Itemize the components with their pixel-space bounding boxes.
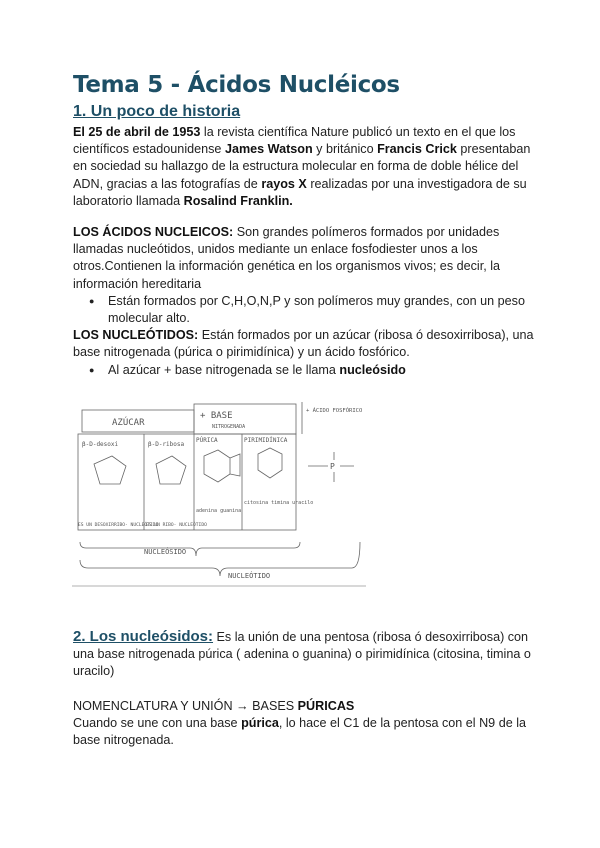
union-bold: púrica [241,716,279,731]
svg-text:P: P [330,462,335,471]
acido-label: + ÁCIDO FOSFÓRICO [306,408,363,414]
history-text-4: realizadas por una investigadora de su laboratorio llamada [73,176,527,208]
pyrimidine-ring [258,448,282,478]
nucleotide-sketch [72,392,366,588]
nucleosidos-paragraph [73,628,543,681]
azucar-label: AZÚCAR [112,418,145,428]
history-text-2: y británico [312,142,378,157]
section-2-heading: 2. Los nucleósidos: [73,628,214,645]
union-text-2: , lo hace el C1 de la pentosa con el N9 de la base nitrogenada. [73,716,526,748]
desoxi-label: β-D-desoxi [82,441,119,448]
acidos-block [73,224,543,379]
base-sub-label: NITROGENADA [212,424,246,430]
purica-label: PÚRICA [196,437,218,444]
note-desoxirribonucleotido: ES UN DESOXIRRIBO- NUCLEÓTIDO [78,523,159,528]
note-ribonucleotido: ES UN RIBO- NUCLEÓTIDO [146,523,207,528]
acidos-bullets [73,293,543,327]
nucleotidos-lead: LOS NUCLEÓTIDOS: [73,328,199,343]
nucleotidos-bullets [73,362,543,379]
ribosa-label: β-D-ribosa [148,441,185,448]
acidos-text: Son grandes polímeros formados por unidades llamadas nucleótidos, unidos mediante un enlace fosfodiester unos a los otros.Contienen la información genética en los organismos vivos; es decir, la información hereditaria [73,225,501,291]
nomenclatura-bold: PÚRICAS [297,699,355,713]
page-title: Tema 5 - Ácidos Nucléicos [73,72,400,98]
bases-pirimidinicas-label: citosina timina uracilo [244,500,314,506]
nucleosido-text: Al azúcar + base nitrogenada se le llama [108,362,340,377]
nucleosido-bracket [80,542,300,556]
nomenclatura-line [73,698,543,715]
union-text-1: Cuando se une con una base [73,716,242,731]
nucleotido-bracket [80,542,360,576]
list-item [73,362,543,379]
union-paragraph [73,715,543,749]
nucleosido-label: NUCLEÓSIDO [144,548,187,556]
molecule-box [78,434,296,530]
date-text: El 25 de abril de 1953 [73,125,201,139]
desoxirribosa-ring [94,456,126,484]
nucleosidos-text: Es la unión de una pentosa (ribosa ó desoxirribosa) con una base nitrogenada púrica ( adenina o guanina) o pirimidínica (citosina, timina o uracilo) [73,630,531,679]
franklin-name: Rosalind Franklin. [183,193,293,208]
ribosa-ring [156,456,186,484]
list-item: ● Están formados por C,H,O,N,P y son polímeros muy grandes, con un peso molecular alto. [73,293,543,327]
history-paragraph [73,124,543,210]
acidos-lead: LOS ÁCIDOS NUCLEICOS: [73,225,234,239]
section-2 [73,628,543,681]
base-label: + BASE [200,411,233,421]
history-text-1: la revista científica Nature publicó un texto en el que los científicos estadounidense [73,125,516,157]
crick-name: Francis Crick [377,142,457,157]
history-text-3: presentaban en sociedad su hallazgo de la estructura molecular en forma de doble hélice del ADN, gracias a las fotografías de [73,142,531,191]
rayos-x-text: rayos X [261,176,307,191]
nucleotidos-paragraph [73,327,543,361]
nucleotido-label: NUCLEÓTIDO [228,572,271,580]
nucleosido-bold: nucleósido [339,362,406,377]
bases-puricas-label: adenina guanina [196,508,242,514]
acidos-paragraph [73,224,543,293]
nomenclatura-lead: NOMENCLATURA Y UNIÓN → BASES [73,699,298,713]
purine-rings [204,450,240,482]
pirimidinica-label: PIRIMIDÍNICA [244,437,288,444]
watson-name: James Watson [224,142,313,157]
nomenclatura-block [73,698,543,750]
section-1-heading: 1. Un poco de historia [73,103,241,120]
nucleotidos-text: Están formados por un azúcar (ribosa ó desoxirribosa), una base nitrogenada (púrica o pirimidínica) y un ácido fosfórico. [73,328,534,360]
